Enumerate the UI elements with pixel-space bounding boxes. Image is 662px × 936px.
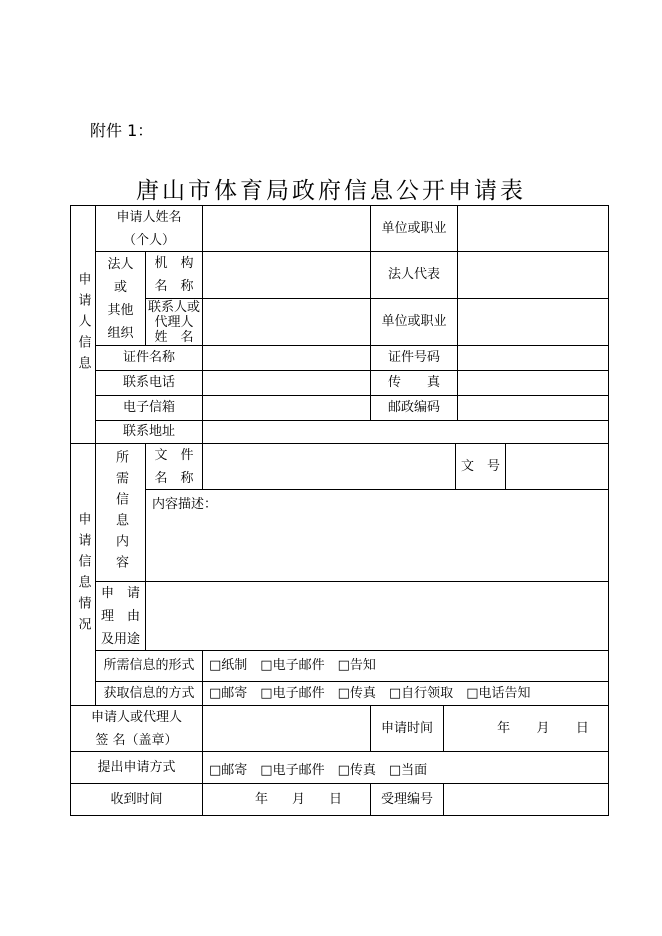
info-form-label: 所需信息的形式 — [103, 658, 195, 673]
get-method-option-fax[interactable]: □传真 — [337, 685, 376, 701]
contact-line1: 联系人或 — [147, 299, 200, 315]
submit-method-option-fax[interactable]: □传真 — [337, 762, 376, 778]
get-method-options — [203, 682, 608, 705]
contact-line2: 代理人 — [154, 314, 194, 330]
work-unit-value[interactable] — [458, 206, 608, 251]
submit-method-option-in-person[interactable]: □当面 — [388, 762, 428, 778]
id-number-label: 证件号码 — [387, 350, 440, 365]
applicant-info-section-label — [71, 206, 95, 443]
received-time-label: 收到时间 — [110, 791, 163, 807]
legal-line4: 组织 — [107, 325, 134, 341]
info-form-options — [203, 651, 608, 681]
legal-rep-label: 法人代表 — [387, 267, 440, 282]
id-name-label: 证件名称 — [122, 350, 175, 365]
content-description-label: 内容描述： — [152, 497, 218, 512]
reason-line3: 及用途 — [100, 631, 140, 647]
get-method-option-phone[interactable]: □电话告知 — [466, 685, 531, 701]
received-year: 年 — [254, 791, 268, 807]
legal-line3: 其他 — [107, 302, 134, 318]
applicant-name-value[interactable] — [203, 206, 370, 251]
received-day: 日 — [328, 791, 342, 807]
address-label: 联系地址 — [122, 424, 175, 439]
signature-line2: 签 名（盖章） — [95, 732, 178, 748]
email-value[interactable] — [203, 396, 370, 420]
work-unit-label: 单位或职业 — [381, 220, 447, 236]
needed-info-content-label — [96, 444, 145, 581]
fax-value[interactable] — [458, 371, 608, 395]
work-unit-2-value[interactable] — [458, 299, 608, 345]
get-method-option-pickup[interactable]: □自行领取 — [388, 685, 454, 701]
org-line1: 机 构 — [154, 256, 194, 271]
submit-method-option-mail[interactable]: □邮寄 — [209, 762, 248, 778]
needed-info-content-text: 所需信息内容 — [113, 449, 128, 576]
content-description-field[interactable] — [146, 490, 608, 581]
submit-method-option-email[interactable]: □电子邮件 — [260, 762, 325, 778]
info-form-option-notify[interactable]: □告知 — [337, 658, 376, 673]
apply-year: 年 — [497, 720, 511, 736]
postcode-value[interactable] — [458, 396, 608, 420]
attachment-label: 附件 1： — [90, 121, 154, 140]
doc-name-value[interactable] — [203, 444, 455, 489]
accept-number-label: 受理编号 — [380, 791, 433, 807]
org-name-value[interactable] — [203, 252, 370, 298]
signature-label — [71, 706, 202, 751]
contact-person-label — [146, 299, 202, 345]
postcode-label: 邮政编码 — [387, 400, 440, 415]
phone-label: 联系电话 — [122, 375, 175, 390]
id-name-value[interactable] — [203, 346, 370, 370]
doc-line2: 名 称 — [154, 470, 194, 486]
get-method-option-email[interactable]: □电子邮件 — [260, 685, 325, 701]
fax-label: 传 真 — [387, 375, 440, 390]
work-unit-2-label: 单位或职业 — [381, 314, 447, 329]
request-info-section-label — [71, 444, 95, 705]
submit-method-options — [203, 752, 608, 783]
legal-line1: 法人 — [107, 256, 134, 272]
applicant-name-label — [96, 206, 202, 251]
doc-line1: 文 件 — [154, 447, 194, 463]
legal-person-label — [96, 252, 145, 345]
reason-value[interactable] — [146, 582, 608, 650]
doc-number-label: 文 号 — [460, 458, 500, 474]
get-method-option-mail[interactable]: □邮寄 — [209, 685, 248, 701]
signature-value[interactable] — [203, 706, 370, 751]
address-value[interactable] — [203, 421, 608, 443]
contact-person-value[interactable] — [203, 299, 370, 345]
signature-line1: 申请人或代理人 — [90, 709, 182, 725]
applicant-info-section-text: 申请人信息 — [75, 272, 91, 377]
received-time-value[interactable] — [203, 784, 370, 815]
legal-rep-value[interactable] — [458, 252, 608, 298]
reason-label — [96, 582, 145, 650]
apply-month: 月 — [536, 720, 550, 736]
contact-line3: 姓 名 — [154, 329, 194, 345]
reason-line2: 理 由 — [100, 608, 140, 624]
email-label: 电子信箱 — [122, 400, 175, 415]
accept-number-value[interactable] — [444, 784, 608, 815]
apply-day: 日 — [575, 720, 589, 736]
received-month: 月 — [291, 791, 305, 807]
legal-line2: 或 — [113, 279, 127, 295]
org-name-label — [146, 252, 202, 298]
reason-line1: 申 请 — [100, 585, 140, 601]
info-form-option-email[interactable]: □电子邮件 — [260, 658, 325, 673]
form-title: 唐山市体育局政府信息公开申请表 — [136, 178, 526, 204]
doc-number-value[interactable] — [506, 444, 608, 489]
doc-name-label — [146, 444, 202, 489]
org-line2: 名 称 — [154, 279, 194, 294]
submit-method-label: 提出申请方式 — [97, 759, 176, 775]
phone-value[interactable] — [203, 371, 370, 395]
info-form-option-paper[interactable]: □纸制 — [209, 658, 248, 673]
id-number-value[interactable] — [458, 346, 608, 370]
apply-time-label: 申请时间 — [380, 720, 433, 736]
applicant-name-line1: 申请人姓名 — [116, 209, 182, 225]
applicant-name-line2: （个人） — [122, 232, 175, 248]
request-info-section-text: 申请信息情况 — [75, 511, 91, 638]
apply-time-value[interactable] — [444, 706, 608, 751]
get-method-label: 获取信息的方式 — [103, 685, 195, 701]
